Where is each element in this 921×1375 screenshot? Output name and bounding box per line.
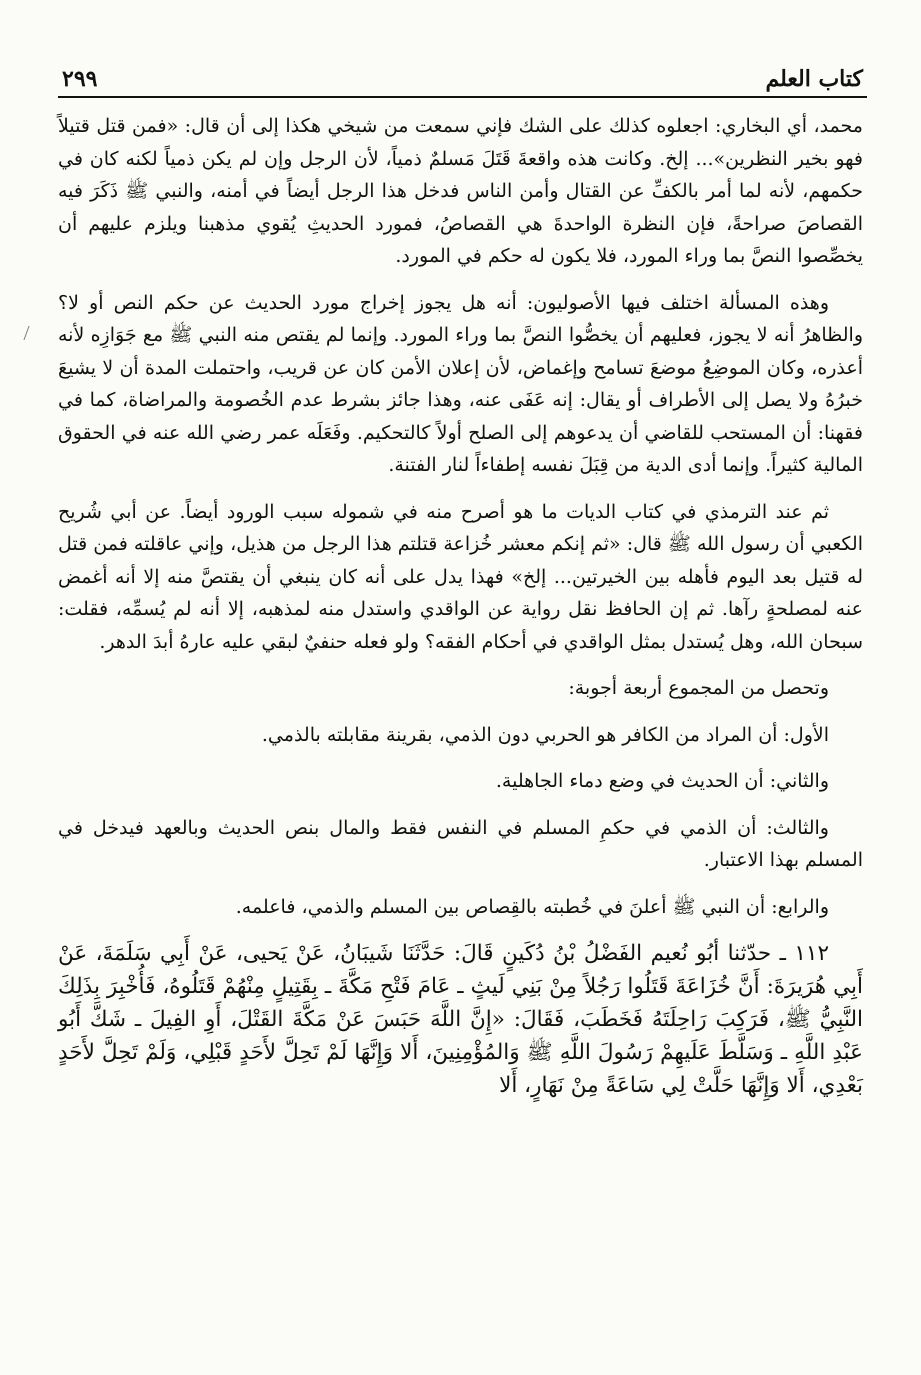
- answer-second: والثاني: أن الحديث في وضع دماء الجاهلية.: [495, 770, 829, 792]
- book-title: كتاب العلم: [765, 66, 863, 92]
- page-number: ٢٩٩: [62, 66, 98, 92]
- page-body: [58, 110, 863, 1102]
- margin-pencil-mark: [23, 326, 35, 340]
- answer-third: والثالث: أن الذمي في حكمِ المسلم في النفس فقط والمال بنص الحديث وبالعهد فيدخل في المسلم بهذا الاعتبار.: [58, 816, 863, 871]
- paragraph: ثم عند الترمذي في كتاب الديات ما هو أصرح منه في شموله سبب الورود أيضاً. عن أبي شُريح الكعبي أن رسول الله ﷺ قال: «ثم إنكم معشر خُزاعة قتلتم هذا الرجل من هذيل، وإني عاقلته فمن قتل له قتيل بعد اليوم فأهله بين الخيرتين... إلخ» فهذا يدل على أنه كان ينبغي أن يقتصَّ منه إلا أنه أغمض عنه لمصلحةٍ رآها. ثم إن الحافظ نقل رواية عن الواقدي واستدل منه لمذهبه، إلا أنه لم يُسمِّه، فقلت: سبحان الله، وهل يُستدل بمثل الواقدي في أحكام الفقه؟ ولو فعله حنفيٌ لبقي عليه عارهُ أبدَ الدهر.: [58, 500, 863, 653]
- answer-fourth: والرابع: أن النبي ﷺ أعلنَ في خُطبته بالقِصاص بين المسلم والذمي، فاعلمه.: [235, 895, 829, 918]
- answer-first: الأول: أن المراد من الكافر هو الحربي دون الذمي، بقرينة مقابلته بالذمي.: [261, 723, 829, 746]
- page-header: [62, 58, 863, 92]
- paragraph: محمد، أي البخاري: اجعلوه كذلك على الشك فإني سمعت من شيخي هكذا إلى أن قال: «فمن قتل قتيلاً فهو بخير النظرين»... إلخ. وكانت هذه واقعةَ قَتَلَ مَسلمٌ ذمياً، لأن الرجل وإن لم يكن ذمياً لكنه كان في حكمهم، لأنه لما أمر بالكفِّ عن القتال وأمن الناس فدخل هذا الرجل أيضاً في أمنه، والنبي ﷺ ذَكَرَ فيه القصاصَ صراحةً، فإن النظرة الواحدةَ هي القصاصُ، فمورد الحديثِ يُقوي مذهبنا ويلزم عليهم أن يخصِّصوا النصَّ بما وراء المورد، فلا يكون له حكم في المورد.: [58, 115, 863, 267]
- paragraph: وهذه المسألة اختلف فيها الأصوليون: أنه هل يجوز إخراج مورد الحديث عن حكم النص أو لا؟ والظاهرُ أنه لا يجوز، فعليهم أن يخصُّوا النصَّ بما وراء المورد. وإنما لم يقتص منه النبي ﷺ مع جَوَازِه لأنه أعذره، وكان الموضِعُ موضعَ تسامح وإغماض، لأن إعلان الأمن كان عن قريب، واحتملت المدة أن لا يشيعَ خبرُهُ ولا يصل إلى الأطراف أو يقال: إنه عَفَى عنه، وهذا جائز بشرط عدم الخُصومة والمراضاة، كما في فقهنا: أن المستحب للقاضي أن يدعوهم إلى الصلح أولاً كالتحكيم. وفَعَلَه عمر رضي الله عنه في الحقوق المالية كثيراً. وإنما أدى الدية من قِبَلَ نفسه إطفاءاً لنار الفتنة.: [58, 291, 863, 476]
- hadith-112: ١١٢ ـ حدّثنا أبُو نُعيم الفَضْلُ بْنُ دُكَينٍ قَالَ: حَدَّثَنَا شَيبَانُ، عَنْ يَحيى، عَنْ أَبِي سَلَمَةَ، عَنْ أَبِي هُرَيرَةَ: أَنَّ خُزَاعَةَ قَتَلُوا رَجُلاً مِنْ بَنِي لَيثٍ ـ عَامَ فَتْحِ مَكَّةَ ـ بِقَتِيلٍ مِنْهُمْ قَتَلُوهُ، فَأُخْبِرَ بِذَلِكَ النَّبِيُّ ﷺ، فَرَكِبَ رَاحِلَتَهُ فَخَطَبَ، فَقَالَ: «إِنَّ اللَّهَ حَبَسَ عَنْ مَكَّةَ القَتْلَ، أَوِ الفِيلَ ـ شَكَّ أَبُو عَبْدِ اللَّهِ ـ وَسَلَّطَ عَلَيهِمْ رَسُولَ اللَّهِ ﷺ وَالمُؤْمِنِينَ، أَلا وَإِنَّهَا لَمْ تَحِلَّ لأَحَدٍ قَبْلِي، وَلَمْ تَحِلَّ لأَحَدٍ بَعْدِي، أَلا وَإِنَّهَا حَلَّتْ لِي سَاعَةً مِنْ نَهَارٍ، أَلا: [58, 941, 863, 1098]
- paragraph: وتحصل من المجموع أربعة أجوبة:: [568, 677, 829, 699]
- header-rule: [58, 96, 867, 98]
